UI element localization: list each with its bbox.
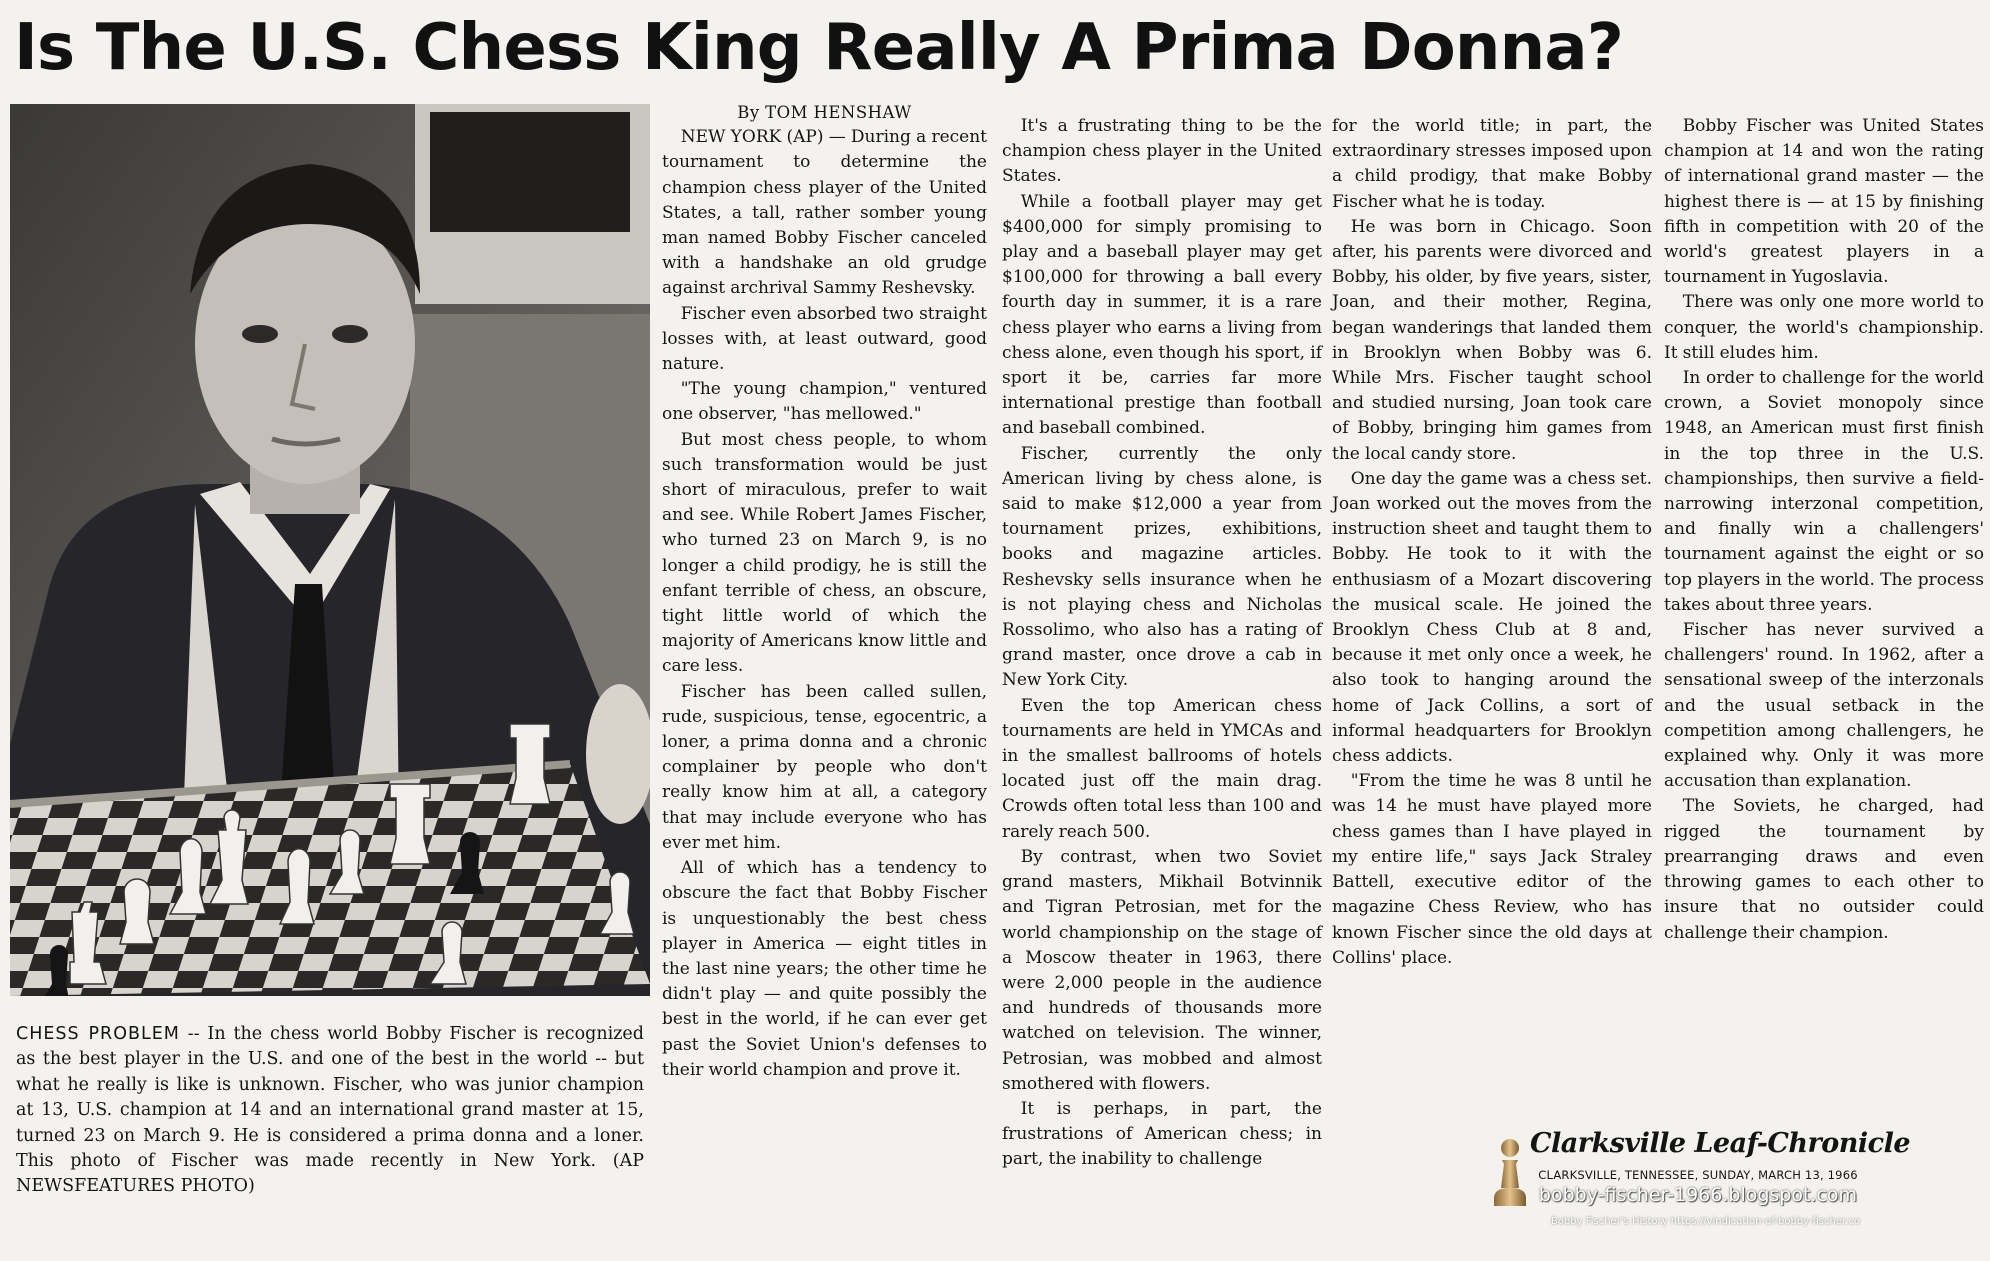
paragraph: There was only one more world to conquer, the world's championship. It still eludes him. (1664, 292, 1984, 363)
paragraph: for the world title; in part, the extraordinary stresses imposed upon a child prodigy, that make Bobby Fischer what he is today. (1332, 116, 1652, 212)
paragraph: "The young champion," ventured one observer, "has mellowed." (662, 379, 987, 425)
newspaper-masthead (1490, 1128, 1911, 1228)
paragraph: Fischer has never survived a challengers' round. In 1962, after a sensational sweep of the interzonals and the usual setback in the competition among challengers, he explained why. Only it was more accusation than explanation. (1664, 620, 1984, 792)
article-column-3 (1332, 114, 1652, 971)
masthead-title: Clarksville Leaf-Chronicle (1530, 1128, 1911, 1159)
paragraph: He was born in Chicago. Soon after, his parents were divorced and Bobby, his older, by five years, sister, Joan, and their mother, Regina, began wanderings that landed them in Brooklyn when Bobby was 6. While Mrs. Fischer taught school and studied nursing, Joan took care of Bobby, bringing him games from the local candy store. (1332, 216, 1652, 464)
paragraph: All of which has a tendency to obscure the fact that Bobby Fischer is unquestionably the best chess player in America — eight titles in the last nine years; the other time he didn't play — and quite possibly the best in the world, if he can ever get past the Soviet Union's defenses to their world champion and prove it. (662, 858, 987, 1080)
fischer-photo (10, 104, 650, 996)
paragraph: The Soviets, he charged, had rigged the tournament by prearranging draws and even throwing games to each other to insure that no outsider could challenge their champion. (1664, 796, 1984, 943)
credit-watermark: Bobby Fischer's History https://vindication-of-bobby-fischer.co (1550, 1216, 1860, 1227)
paragraph: "From the time he was 8 until he was 14 he must have played more chess games than I have played in my entire life," says Jack Straley Battell, executive editor of the magazine Chess Review, who has known Fischer since the old days at Collins' place. (1332, 771, 1652, 968)
paragraph: NEW YORK (AP) — During a recent tournament to determine the champion chess player of the United States, a tall, rather somber young man named Bobby Fischer canceled with a handshake an old grudge against archrival Sammy Reshevsky. (662, 127, 987, 299)
article-column-2 (1002, 114, 1322, 1173)
article-column-4 (1664, 114, 1984, 946)
photo-caption (16, 1022, 644, 1200)
chess-pawn-icon (1490, 1136, 1530, 1212)
paragraph: It's a frustrating thing to be the champion chess player in the United States. (1002, 116, 1322, 187)
paragraph: Even the top American chess tournaments are held in YMCAs and in the smallest ballrooms of hotels located just off the main drag. Crowds often total less than 100 and rarely reach 500. (1002, 695, 1322, 842)
paragraph: While a football player may get $400,000 for simply promising to play and a baseball player may get $100,000 for throwing a ball every fourth day in summer, it is a rare chess player who earns a living from chess alone, even though his sport, if sport it be, carries far more international prestige than football and baseball combined. (1002, 191, 1322, 439)
blog-url-watermark: bobby-fischer-1966.blogspot.com (1538, 1184, 1858, 1206)
byline: By TOM HENSHAW (737, 103, 912, 122)
paragraph: It is perhaps, in part, the frustrations of American chess; in part, the inability to challenge (1002, 1098, 1322, 1170)
paragraph: Fischer even absorbed two straight losses with, at least outward, good nature. (662, 303, 987, 375)
masthead-dateline: CLARKSVILLE, TENNESSEE, SUNDAY, MARCH 13, 1966 (1538, 1168, 1858, 1182)
caption-lead: CHESS PROBLEM (16, 1024, 180, 1044)
paragraph: In order to challenge for the world crown, a Soviet monopoly since 1948, an American must first finish in the top three in the U.S. championships, then survive a field-narrowing interzonal competition, and finally win a challengers' tournament against the eight or so top players in the world. The process takes about three years. (1664, 368, 1984, 615)
headline: Is The U.S. Chess King Really A Prima Donna? (14, 11, 1624, 85)
paragraph: One day the game was a chess set. Joan worked out the moves from the instruction sheet and taught them to Bobby. He took to it with the enthusiasm of a Mozart discovering the musical scale. He joined the Brooklyn Chess Club at 8 and, because it met only once a week, he also took to hanging around the home of Jack Collins, a sort of informal headquarters for Brooklyn chess addicts. (1332, 468, 1652, 767)
paragraph: Fischer has been called sullen, rude, suspicious, tense, egocentric, a loner, a prima donna and a chronic complainer by people who don't really know him at all, a category that may include everyone who has ever met him. (662, 681, 987, 853)
paragraph: But most chess people, to whom such transformation would be just short of miraculous, prefer to wait and see. While Robert James Fischer, who turned 23 on March 9, is no longer a child prodigy, he is still the enfant terrible of chess, an obscure, tight little world of which the majority of Americans know little and care less. (662, 429, 987, 677)
paragraph: Bobby Fischer was United States champion at 14 and won the rating of international grand master — the highest there is — at 15 by finishing fifth in competition with 20 of the world's greatest players in a tournament in Yugoslavia. (1664, 116, 1984, 288)
paragraph: By contrast, when two Soviet grand masters, Mikhail Botvinnik and Tigran Petrosian, met for the world championship on the stage of a Moscow theater in 1963, there were 2,000 people in the audience and hundreds of thousands more watched on television. The winner, Petrosian, was mobbed and almost smothered with flowers. (1002, 846, 1322, 1094)
caption-text: -- In the chess world Bobby Fischer is recognized as the best player in the U.S. and one of the best in the world -- but what he really is like is unknown. Fischer, who was junior champion at 13, U.S. champion at 14 and an international grand master at 15, turned 23 on March 9. He is considered a prima donna and a loner. This photo of Fischer was made recently in New York. (AP NEWSFEATURES PHOTO) (16, 1024, 644, 1197)
paragraph: Fischer, currently the only American living by chess alone, is said to make $12,000 a year from tournament prizes, exhibitions, books and magazine articles. Reshevsky sells insurance when he is not playing chess and Nicholas Rossolimo, who also has a rating of grand master, once drove a cab in New York City. (1002, 443, 1322, 691)
article-column-1 (662, 100, 987, 1083)
